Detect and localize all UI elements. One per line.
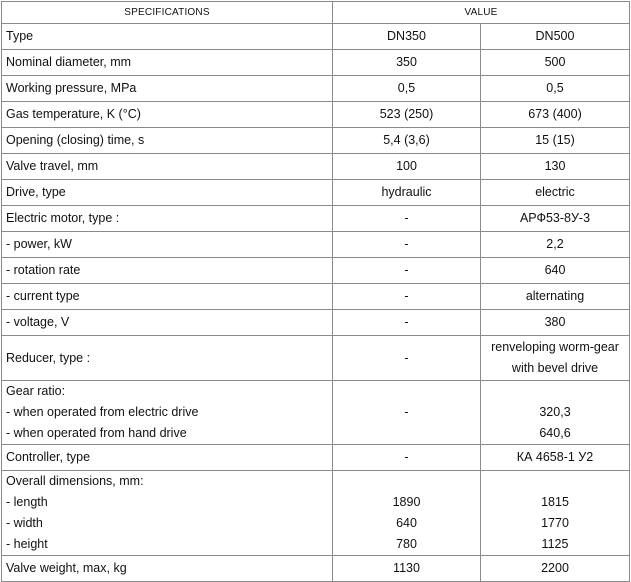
row-label: Controller, type [2, 445, 333, 471]
row-label: Gas temperature, K (°C) [2, 102, 333, 128]
dn350-value: 100 [333, 154, 481, 180]
table-row [2, 180, 630, 206]
row-label: - power, kW [2, 232, 333, 258]
height-dn500: 1125 [541, 537, 569, 551]
length-dn350: 1890 [392, 495, 421, 509]
dn500-value: 673 (400) [481, 102, 630, 128]
dn500-value: electric [481, 180, 630, 206]
gear-ratio-label: Gear ratio: [6, 384, 66, 398]
gear-ratio-hand-label: - when operated from hand drive [6, 426, 187, 440]
gear-ratio-hand-value: 640,6 [539, 426, 571, 440]
table-row [2, 128, 630, 154]
dn350-value: hydraulic [333, 180, 481, 206]
dn500-value: 130 [481, 154, 630, 180]
table-row-weight [2, 556, 630, 582]
dn500-value: DN500 [481, 24, 630, 50]
dn500-value: 15 (15) [481, 128, 630, 154]
dn500-value [481, 336, 630, 381]
length-label: - length [6, 495, 48, 509]
dn350-value: - [333, 258, 481, 284]
dn350-value: 0,5 [333, 76, 481, 102]
width-label: - width [6, 516, 43, 530]
height-label: - height [6, 537, 48, 551]
dn350-value: - [333, 381, 481, 445]
row-label [2, 381, 333, 445]
dn350-value: - [333, 310, 481, 336]
dn500-value: alternating [481, 284, 630, 310]
reducer-line-2: with bevel drive [511, 361, 599, 375]
row-label: - current type [2, 284, 333, 310]
width-dn350: 640 [396, 516, 417, 530]
row-label: Opening (closing) time, s [2, 128, 333, 154]
dn500-value: 380 [481, 310, 630, 336]
table-row-controller [2, 445, 630, 471]
length-dn500: 1815 [541, 495, 569, 509]
gear-ratio-electric-label: - when operated from electric drive [6, 405, 199, 419]
row-label: Nominal diameter, mm [2, 50, 333, 76]
dn350-value: - [333, 336, 481, 381]
table-row [2, 76, 630, 102]
table-row [2, 24, 630, 50]
dn500-value: 0,5 [481, 76, 630, 102]
row-label: Valve weight, max, kg [2, 556, 333, 582]
table-row [2, 284, 630, 310]
dn500-value: 640 [481, 258, 630, 284]
table-row [2, 232, 630, 258]
dn350-value: 350 [333, 50, 481, 76]
table-row [2, 258, 630, 284]
row-label [2, 471, 333, 556]
dn350-value: - [333, 284, 481, 310]
table-row-reducer [2, 336, 630, 381]
row-label: - rotation rate [2, 258, 333, 284]
dn350-value: DN350 [333, 24, 481, 50]
row-label: Working pressure, MPa [2, 76, 333, 102]
dn500-value [481, 471, 630, 556]
row-label: Valve travel, mm [2, 154, 333, 180]
table-row-gear-ratio [2, 381, 630, 445]
table-row [2, 102, 630, 128]
row-label: Drive, type [2, 180, 333, 206]
dn350-value: 523 (250) [333, 102, 481, 128]
table-row [2, 154, 630, 180]
table-header-row [2, 2, 630, 24]
specifications-table [1, 1, 630, 582]
width-dn500: 1770 [541, 516, 569, 530]
header-specifications: SPECIFICATIONS [2, 2, 333, 24]
dn350-value [333, 471, 481, 556]
dn500-value: 2200 [481, 556, 630, 582]
dn500-value: 2,2 [481, 232, 630, 258]
reducer-line-1: renveloping worm-gear [491, 340, 619, 354]
dimensions-label: Overall dimensions, mm: [6, 474, 144, 488]
dn500-value [481, 381, 630, 445]
dn500-value: 500 [481, 50, 630, 76]
dn350-value: - [333, 206, 481, 232]
dn500-value: КА 4658-1 У2 [481, 445, 630, 471]
dn350-value: - [333, 445, 481, 471]
dn350-value: 1130 [333, 556, 481, 582]
table-row [2, 206, 630, 232]
dn500-value: АРФ53-8У-3 [481, 206, 630, 232]
gear-ratio-electric-value: 320,3 [539, 405, 571, 419]
table-row [2, 310, 630, 336]
row-label: Reducer, type : [2, 336, 333, 381]
table-row [2, 50, 630, 76]
dn350-value: 5,4 (3,6) [333, 128, 481, 154]
row-label: - voltage, V [2, 310, 333, 336]
row-label: Electric motor, type : [2, 206, 333, 232]
row-label: Type [2, 24, 333, 50]
dn350-value: - [333, 232, 481, 258]
table-row-dimensions [2, 471, 630, 556]
height-dn350: 780 [396, 537, 417, 551]
header-value: VALUE [333, 2, 630, 24]
